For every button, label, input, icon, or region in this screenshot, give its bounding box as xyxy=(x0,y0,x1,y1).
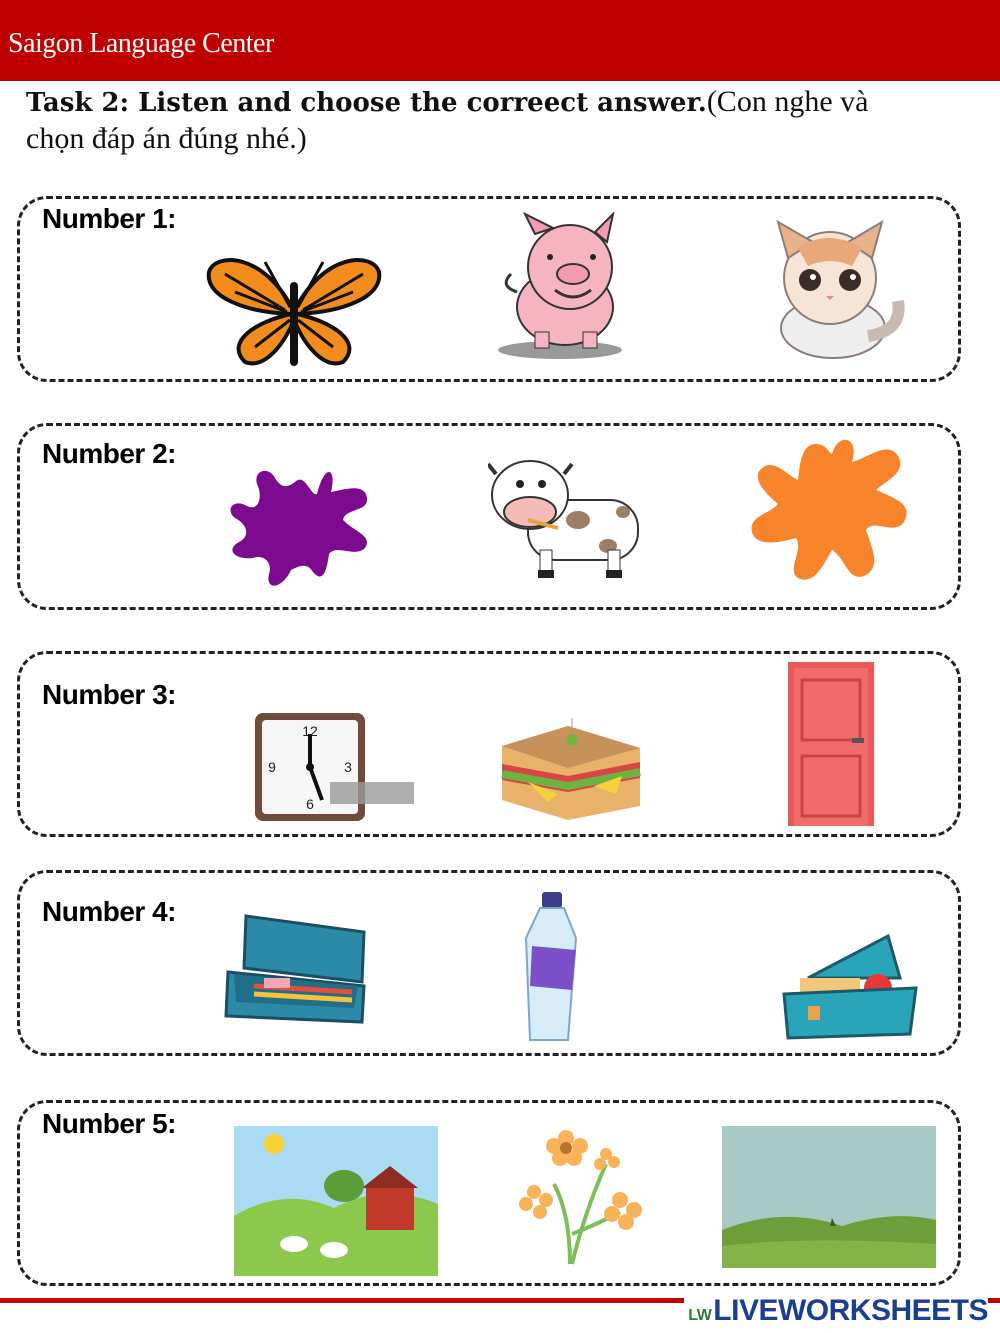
center-name: Saigon Language Center xyxy=(8,28,274,59)
question-label-4: Number 4: xyxy=(42,896,176,927)
door-icon[interactable] xyxy=(786,660,876,828)
lunch-box-icon[interactable] xyxy=(778,928,924,1040)
flower-icon[interactable] xyxy=(514,1124,644,1266)
logo-mark: LW xyxy=(688,1307,712,1324)
farm-icon[interactable] xyxy=(234,1126,438,1276)
pencil-case-icon[interactable] xyxy=(224,912,370,1032)
task-title: Task 2: Listen and choose the correect answer. xyxy=(26,88,707,118)
question-label-5: Number 5: xyxy=(42,1108,176,1139)
header-bar xyxy=(0,0,1000,81)
clock-icon[interactable] xyxy=(252,710,417,826)
cow-icon[interactable] xyxy=(488,450,654,582)
cat-icon[interactable] xyxy=(758,218,908,360)
pig-icon[interactable] xyxy=(495,212,625,360)
task-instruction xyxy=(26,84,926,157)
butterfly-icon[interactable] xyxy=(205,252,383,370)
svg-text:3: 3 xyxy=(344,759,352,775)
question-label-1: Number 1: xyxy=(42,203,176,234)
svg-text:12: 12 xyxy=(302,723,318,739)
field-icon[interactable] xyxy=(722,1126,936,1268)
question-label-2: Number 2: xyxy=(42,438,176,469)
svg-text:6: 6 xyxy=(306,796,314,812)
orange-splash-icon[interactable] xyxy=(748,432,912,586)
brand-text: LIVEWORKSHEETS xyxy=(713,1294,988,1327)
sandwich-icon[interactable] xyxy=(498,716,644,824)
water-bottle-icon[interactable] xyxy=(518,890,586,1046)
purple-splash-icon[interactable] xyxy=(225,462,375,592)
task-subtitle: (Con nghe và chọn đáp án đúng nhé.) xyxy=(26,85,869,155)
question-label-3: Number 3: xyxy=(42,679,176,710)
liveworksheets-logo[interactable] xyxy=(684,1294,988,1328)
svg-text:9: 9 xyxy=(268,759,276,775)
